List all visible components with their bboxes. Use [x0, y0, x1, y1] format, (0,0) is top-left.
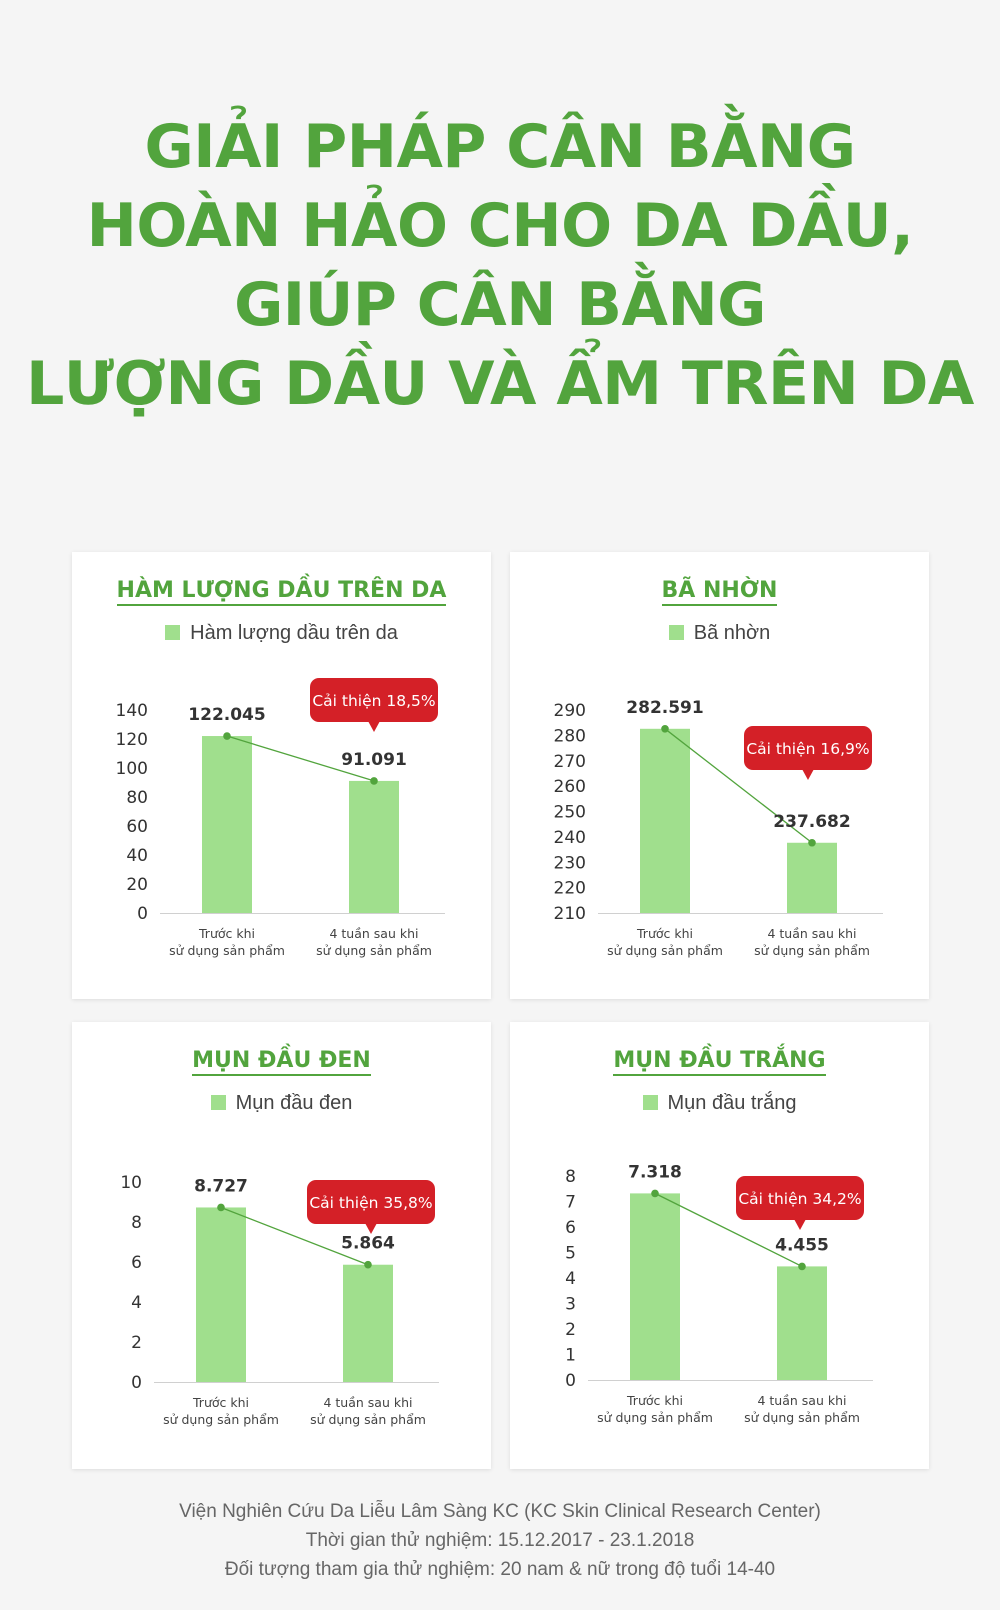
legend-label: Mụn đầu đen [235, 1092, 353, 1114]
footer-line: Viện Nghiên Cứu Da Liễu Lâm Sàng KC (KC Skin Clinical Research Center) [179, 1501, 821, 1522]
data-label: 91.091 [341, 749, 407, 770]
data-label: 5.864 [341, 1233, 395, 1254]
y-tick-label: 6 [131, 1253, 142, 1273]
trend-point [661, 725, 669, 733]
bar [202, 736, 252, 913]
y-tick-label: 280 [553, 726, 586, 747]
chart-svg [72, 1022, 491, 1469]
data-label: 122.045 [188, 705, 266, 726]
x-category-label: Trước khi [193, 1395, 249, 1410]
headline-line: LƯỢNG DẦU VÀ ẨM TRÊN DA [26, 349, 974, 419]
trend-point [217, 1204, 225, 1212]
x-category-label: sử dụng sản phẩm [744, 1410, 860, 1425]
data-label: 8.727 [194, 1176, 248, 1197]
bar [630, 1193, 680, 1380]
chart-title-text: HÀM LƯỢNG DẦU TRÊN DA [117, 578, 447, 606]
x-category-label: sử dụng sản phẩm [169, 943, 285, 958]
x-category-label: 4 tuần sau khi [767, 926, 857, 941]
footer-line: Đối tượng tham gia thử nghiệm: 20 nam & nữ trong độ tuổi 14-40 [224, 1559, 776, 1580]
trend-point [651, 1190, 659, 1198]
chart-svg [510, 1022, 929, 1469]
y-tick-label: 270 [553, 751, 586, 772]
headline-line: GIÚP CÂN BẰNG [234, 270, 766, 340]
y-tick-label: 120 [115, 730, 148, 750]
y-tick-label: 4 [131, 1293, 142, 1313]
y-tick-label: 230 [553, 853, 586, 874]
x-category-label: 4 tuần sau khi [329, 926, 419, 941]
headline-line: HOÀN HẢO CHO DA DẦU, [86, 191, 914, 261]
y-tick-label: 260 [553, 777, 586, 798]
y-tick-label: 0 [131, 1373, 142, 1393]
legend-label: Bã nhờn [693, 622, 771, 644]
y-tick-label: 6 [565, 1218, 576, 1238]
y-tick-label: 2 [131, 1333, 142, 1353]
callout-pointer [365, 1223, 377, 1234]
data-label: 4.455 [775, 1235, 829, 1256]
bar [787, 843, 837, 913]
y-tick-label: 3 [565, 1294, 576, 1315]
trend-point [808, 839, 816, 847]
x-category-label: Trước khi [627, 1393, 683, 1408]
chart-title-text: MỤN ĐẦU ĐEN [192, 1048, 371, 1076]
x-category-label: sử dụng sản phẩm [163, 1412, 279, 1427]
callout-text: Cải thiện 35,8% [309, 1194, 433, 1212]
legend-label: Hàm lượng dầu trên da [190, 622, 398, 644]
y-tick-label: 1 [565, 1345, 576, 1366]
x-category-label: Trước khi [199, 926, 255, 941]
y-tick-label: 250 [553, 802, 586, 823]
chart-title-text: MỤN ĐẦU TRẮNG [613, 1048, 825, 1076]
chart-card-oil [72, 552, 491, 999]
chart-card-whiteheads [510, 1022, 929, 1469]
trend-point [798, 1263, 806, 1271]
y-tick-label: 210 [553, 904, 586, 924]
x-category-label: Trước khi [637, 926, 693, 941]
x-category-label: sử dụng sản phẩm [597, 1410, 713, 1425]
x-category-label: sử dụng sản phẩm [310, 1412, 426, 1427]
chart-svg [510, 552, 929, 999]
x-category-label: 4 tuần sau khi [323, 1395, 413, 1410]
chart-card-sebum [510, 552, 929, 999]
y-tick-label: 290 [553, 701, 586, 721]
data-label: 237.682 [773, 811, 851, 832]
bar [640, 729, 690, 913]
y-tick-label: 8 [131, 1213, 142, 1233]
x-category-label: 4 tuần sau khi [757, 1393, 847, 1408]
y-tick-label: 8 [565, 1167, 576, 1187]
y-tick-label: 10 [120, 1173, 142, 1193]
y-tick-label: 7 [565, 1192, 576, 1213]
bar [343, 1265, 393, 1382]
y-tick-label: 4 [565, 1269, 576, 1289]
bar [777, 1266, 827, 1380]
y-tick-label: 5 [565, 1243, 576, 1264]
bar [349, 781, 399, 913]
data-label: 7.318 [628, 1162, 682, 1183]
x-category-label: sử dụng sản phẩm [607, 943, 723, 958]
chart-svg [72, 552, 491, 999]
data-label: 282.591 [626, 697, 704, 718]
trend-point [370, 777, 378, 785]
y-tick-label: 20 [126, 875, 148, 895]
bar [196, 1207, 246, 1382]
y-tick-label: 140 [115, 701, 148, 721]
y-tick-label: 2 [565, 1320, 576, 1340]
footer-line: Thời gian thử nghiệm: 15.12.2017 - 23.1.2018 [305, 1530, 695, 1551]
footer-notes [0, 1497, 1000, 1584]
chart-card-blackheads [72, 1022, 491, 1469]
trend-point [223, 732, 231, 740]
callout-pointer [802, 769, 814, 780]
y-tick-label: 80 [126, 788, 148, 808]
headline [0, 108, 1000, 424]
callout-text: Cải thiện 34,2% [738, 1190, 862, 1208]
y-tick-label: 40 [126, 846, 148, 866]
headline-line: GIẢI PHÁP CÂN BẰNG [144, 112, 856, 182]
y-tick-label: 0 [565, 1371, 576, 1391]
callout-text: Cải thiện 18,5% [312, 692, 436, 710]
y-tick-label: 100 [115, 759, 148, 779]
y-tick-label: 0 [137, 904, 148, 924]
y-tick-label: 220 [553, 878, 586, 899]
callout-text: Cải thiện 16,9% [746, 740, 870, 758]
trend-point [364, 1261, 372, 1269]
y-tick-label: 240 [553, 827, 586, 848]
chart-title-text: BÃ NHỜN [662, 578, 778, 606]
callout-pointer [368, 721, 380, 732]
legend-label: Mụn đầu trắng [667, 1092, 797, 1114]
x-category-label: sử dụng sản phẩm [754, 943, 870, 958]
callout-pointer [794, 1219, 806, 1230]
x-category-label: sử dụng sản phẩm [316, 943, 432, 958]
y-tick-label: 60 [126, 817, 148, 837]
